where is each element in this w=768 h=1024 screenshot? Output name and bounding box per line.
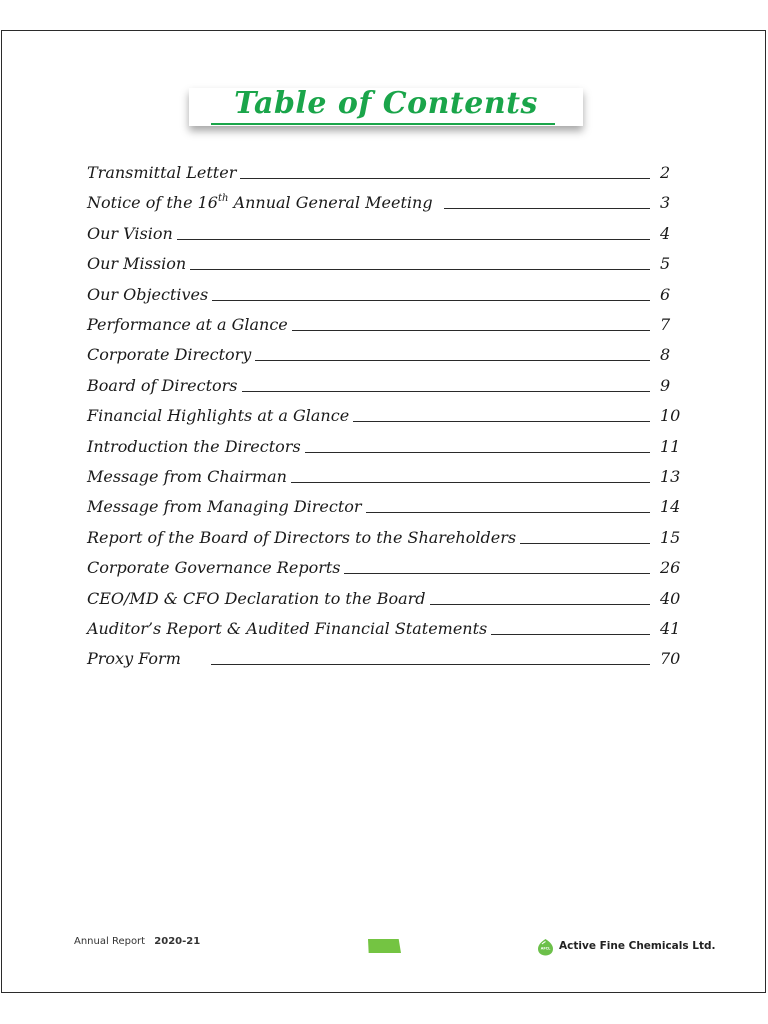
toc-page-number: 70 [660,649,681,669]
toc-entry-label: Performance at a Glance [87,315,288,334]
toc-leader-line [366,512,650,513]
toc-page-number: 15 [660,527,681,547]
toc-leader-line [291,482,650,483]
toc-entry-label: Notice of the 16th Annual General Meeting [87,193,433,213]
toc-leader-line [430,604,650,605]
toc-entry[interactable] [87,158,687,188]
toc-entry[interactable] [87,523,687,553]
toc-entry[interactable] [87,249,687,279]
logo-text: AFCL [540,946,551,951]
toc-entry-superscript: th [217,193,229,205]
toc-leader-line [520,543,650,544]
toc-leader-line [444,208,650,209]
toc-leader-line [344,573,650,574]
toc-leader-line [491,634,650,635]
page-title: Table of Contents [234,86,538,121]
toc-entry[interactable] [87,492,687,522]
toc-page-number: 5 [660,254,671,274]
toc-page-number: 9 [660,375,671,395]
toc-entry[interactable] [87,219,687,249]
toc-page-number: 6 [660,284,671,304]
toc-leader-line [305,452,650,453]
leaf-drop-logo-icon [537,938,554,956]
toc-leader-line [353,421,650,422]
toc-entry[interactable] [87,401,687,431]
toc-entry-label: Message from Chairman [87,467,287,486]
title-underline [211,123,555,125]
toc-leader-line [292,330,650,331]
toc-leader-line [240,178,650,179]
toc-page-number: 3 [660,193,671,213]
toc-page-number: 4 [660,223,671,243]
toc-entry[interactable] [87,584,687,614]
toc-entry-label: Corporate Governance Reports [87,558,341,578]
company-name: Active Fine Chemicals Ltd. [559,940,716,952]
toc-entry[interactable] [87,340,687,370]
toc-leader-line [190,269,650,270]
toc-page-number: 8 [660,345,671,365]
title-box [189,88,583,126]
toc-entry-label: Our Mission [87,254,187,274]
toc-entry[interactable] [87,188,687,218]
toc-entry-label: Report of the Board of Directors to the Shareholders [87,527,517,547]
toc-entry-label: Transmittal Letter [87,163,237,182]
toc-entry-label: Our Objectives [87,284,209,304]
toc-entry[interactable] [87,371,687,401]
toc-page-number: 14 [660,497,681,517]
toc-page-number: 40 [660,588,681,608]
toc-entry[interactable] [87,553,687,583]
toc-leader-line [255,360,650,361]
toc-entry[interactable] [87,432,687,462]
toc-page-number: 7 [660,315,671,334]
footer-report-label: Annual Report [74,936,146,947]
toc-entry-label: Our Vision [87,223,173,243]
toc-leader-line [211,664,650,665]
toc-entry-label: CEO/MD & CFO Declaration to the Board [87,588,426,608]
toc-entry-label: Board of Directors [87,375,238,395]
toc-entry-label: Corporate Directory [87,345,252,365]
toc-entry-label: Message from Managing Director [87,497,362,517]
toc-entry[interactable] [87,644,687,674]
toc-entry-label: Auditor’s Report & Audited Financial Statements [87,619,488,638]
toc-page-number: 26 [660,558,681,578]
toc-leader-line [177,239,650,240]
toc-entry-label: Introduction the Directors [87,436,301,456]
toc-page-number: 2 [660,163,671,182]
footer-report-info [74,936,200,947]
toc-entry[interactable] [87,310,687,340]
toc-page-number: 13 [660,467,681,486]
footer-year: 2020-21 [154,936,201,947]
toc-leader-line [242,391,651,392]
footer-page-tab [368,939,401,953]
toc-entry[interactable] [87,280,687,310]
toc-entry[interactable] [87,614,687,644]
toc-page-number: 41 [660,619,681,638]
toc-entry-label: Financial Highlights at a Glance [87,406,350,426]
toc-entry-label: Proxy Form [87,649,181,669]
toc-page-number: 11 [660,436,681,456]
toc-entry[interactable] [87,462,687,492]
toc-page-number: 10 [660,406,681,426]
toc-leader-line [212,300,650,301]
